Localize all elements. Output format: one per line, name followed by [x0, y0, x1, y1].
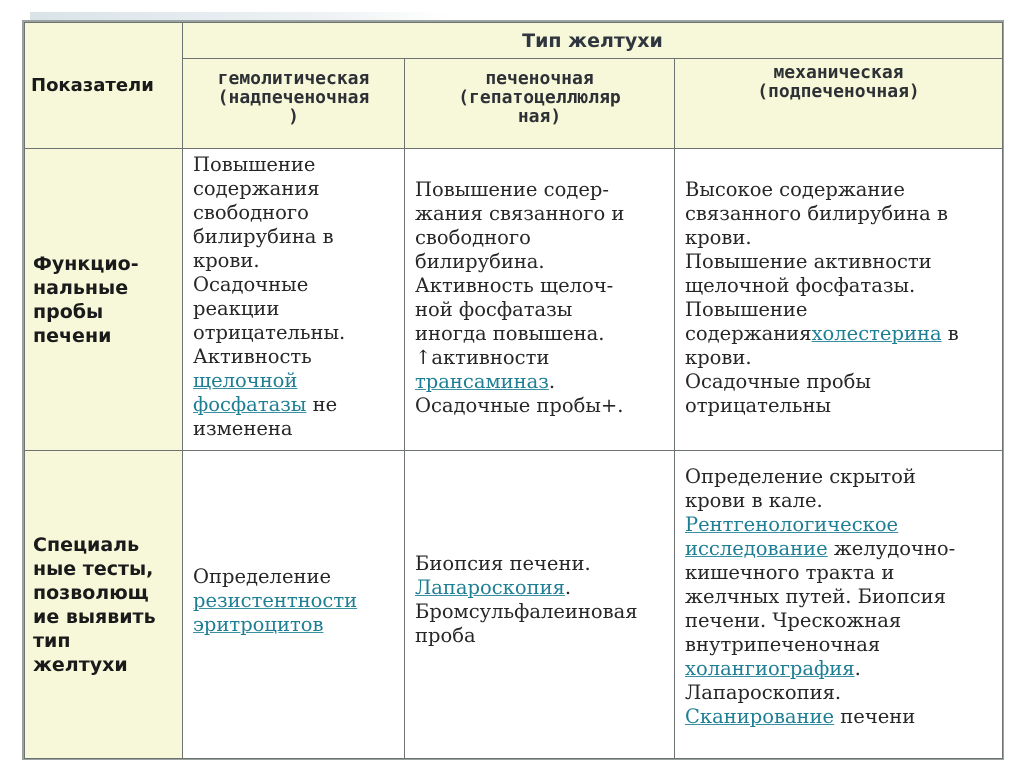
jaundice-type-header-text: Тип желтухи	[522, 29, 663, 52]
text-line: изменена	[193, 417, 293, 440]
text-line: связанного билирубина в	[685, 202, 948, 225]
row2-label-line: желтухи	[33, 653, 128, 676]
row-functional-tests-label	[25, 149, 183, 451]
top-decor-line	[30, 12, 450, 20]
link-resistance[interactable]: резистентности	[193, 589, 358, 612]
link-roentgenological[interactable]: Рентгенологическое	[685, 513, 899, 536]
row2-label-line: тип	[33, 629, 71, 652]
text-line: свободного	[193, 201, 309, 224]
text-line: содержания	[193, 177, 320, 200]
link-cholesterol[interactable]: холестерина	[811, 322, 942, 345]
text-fragment: .	[548, 370, 556, 393]
col-hepatic-header	[405, 59, 675, 149]
row2-label-line: ие выявить	[33, 605, 156, 628]
text-line	[193, 589, 398, 613]
cell-functional-mechanical	[675, 149, 1003, 451]
col-hepatic-line2: (гепатоцеллюляр	[458, 87, 621, 108]
text-line: иногда повышена.	[415, 322, 605, 345]
text-line: Биопсия печени.	[415, 552, 591, 575]
text-line: внутрипеченочная	[685, 633, 881, 656]
row1-label-line: пробы	[33, 300, 104, 323]
col-hepatic-line3: ная)	[517, 106, 562, 127]
jaundice-table-slide	[22, 20, 1004, 760]
text-line	[685, 322, 996, 346]
text-line: Активность	[193, 345, 312, 368]
row2-label-line: Специаль	[33, 533, 140, 556]
text-line: реакции	[193, 297, 280, 320]
col-hemolytic-line1: гемолитическая	[217, 68, 370, 89]
text-line: билирубина в	[193, 225, 334, 248]
text-line: крови.	[685, 226, 752, 249]
link-cholangiography[interactable]: холангиография	[685, 657, 855, 680]
col-hemolytic-line2: (надпеченочная	[217, 87, 370, 108]
text-line: свободного	[415, 226, 531, 249]
col-mechanical-header	[675, 59, 1003, 149]
text-line: крови.	[193, 249, 260, 272]
indicators-header	[25, 23, 183, 149]
cell-special-mechanical	[675, 451, 1003, 759]
text-line	[415, 370, 668, 394]
text-line: ной фосфатазы	[415, 298, 573, 321]
link-laparoscopy[interactable]: Лапароскопия	[415, 576, 565, 599]
text-line: кишечного тракта и	[685, 561, 895, 584]
text-line: Лапароскопия.	[685, 681, 842, 704]
link-scanning[interactable]: Сканирование	[685, 705, 835, 728]
text-line: Определение	[193, 565, 332, 588]
text-line: желчных путей. Биопсия	[685, 585, 946, 608]
text-line: Повышение активности	[685, 250, 932, 273]
text-line	[685, 657, 996, 681]
text-fragment: не	[306, 393, 338, 416]
row1-label-line: печени	[33, 324, 112, 347]
text-line: жания связанного и	[415, 202, 625, 225]
link-transaminases[interactable]: трансаминаз	[415, 370, 549, 393]
col-hemolytic-line3: )	[288, 106, 299, 127]
text-line: билирубина.	[415, 250, 545, 273]
link-alkaline[interactable]: щелочной	[193, 369, 298, 392]
cell-special-hemolytic	[183, 451, 405, 759]
text-line: Осадочные пробы+.	[415, 394, 624, 417]
text-line: Высокое содержание	[685, 178, 905, 201]
text-fragment: .	[564, 576, 572, 599]
text-fragment: в	[941, 322, 959, 345]
cell-special-hepatic	[405, 451, 675, 759]
row1-label-line: Функцио-	[33, 252, 139, 275]
indicators-header-text: Показатели	[31, 74, 154, 96]
text-line: Бромсульфалеиновая	[415, 600, 638, 623]
cell-functional-hemolytic	[183, 149, 405, 451]
row2-label-line: позволющ	[33, 581, 149, 604]
text-line: щелочной фосфатазы.	[685, 274, 916, 297]
text-line: крови в кале.	[685, 489, 823, 512]
row-special-tests-label	[25, 451, 183, 759]
text-fragment: содержания	[685, 322, 812, 345]
row2-label-line: ные тесты,	[33, 557, 154, 580]
text-line: отрицательны.	[193, 321, 346, 344]
link-phosphatase[interactable]: фосфатазы	[193, 393, 307, 416]
text-fragment: желудочно-	[827, 537, 956, 560]
link-erythrocytes[interactable]: эритроцитов	[193, 613, 324, 636]
text-line: отрицательны	[685, 394, 832, 417]
text-line: Осадочные	[193, 273, 309, 296]
row1-label-line: нальные	[33, 276, 129, 299]
jaundice-type-header	[183, 23, 1003, 59]
text-line: Активность щелоч-	[415, 274, 614, 297]
text-line: Повышение	[685, 298, 808, 321]
text-line	[685, 537, 996, 561]
text-line	[415, 576, 668, 600]
col-hepatic-line1: печеночная	[485, 68, 594, 89]
text-line: Определение скрытой	[685, 465, 916, 488]
text-line	[193, 393, 398, 417]
text-line: Повышение	[193, 153, 316, 176]
col-mechanical-line1: механическая	[773, 62, 904, 83]
link-examination[interactable]: исследование	[685, 537, 828, 560]
text-line	[193, 369, 398, 393]
text-line	[685, 705, 996, 729]
text-fragment: печени	[834, 705, 916, 728]
text-fragment: .	[854, 657, 861, 680]
text-line: Осадочные пробы	[685, 370, 871, 393]
text-line: крови.	[685, 346, 752, 369]
text-line: печени. Чрескожная	[685, 609, 902, 632]
cell-functional-hepatic	[405, 149, 675, 451]
text-line	[193, 613, 398, 637]
text-line: ↑активности	[415, 346, 550, 369]
text-line: проба	[415, 624, 476, 647]
jaundice-comparison-table	[24, 22, 1003, 759]
text-line: Повышение содер-	[415, 178, 609, 201]
text-line	[685, 513, 996, 537]
col-hemolytic-header	[183, 59, 405, 149]
col-mechanical-line2: (подпеченочная)	[757, 81, 920, 102]
